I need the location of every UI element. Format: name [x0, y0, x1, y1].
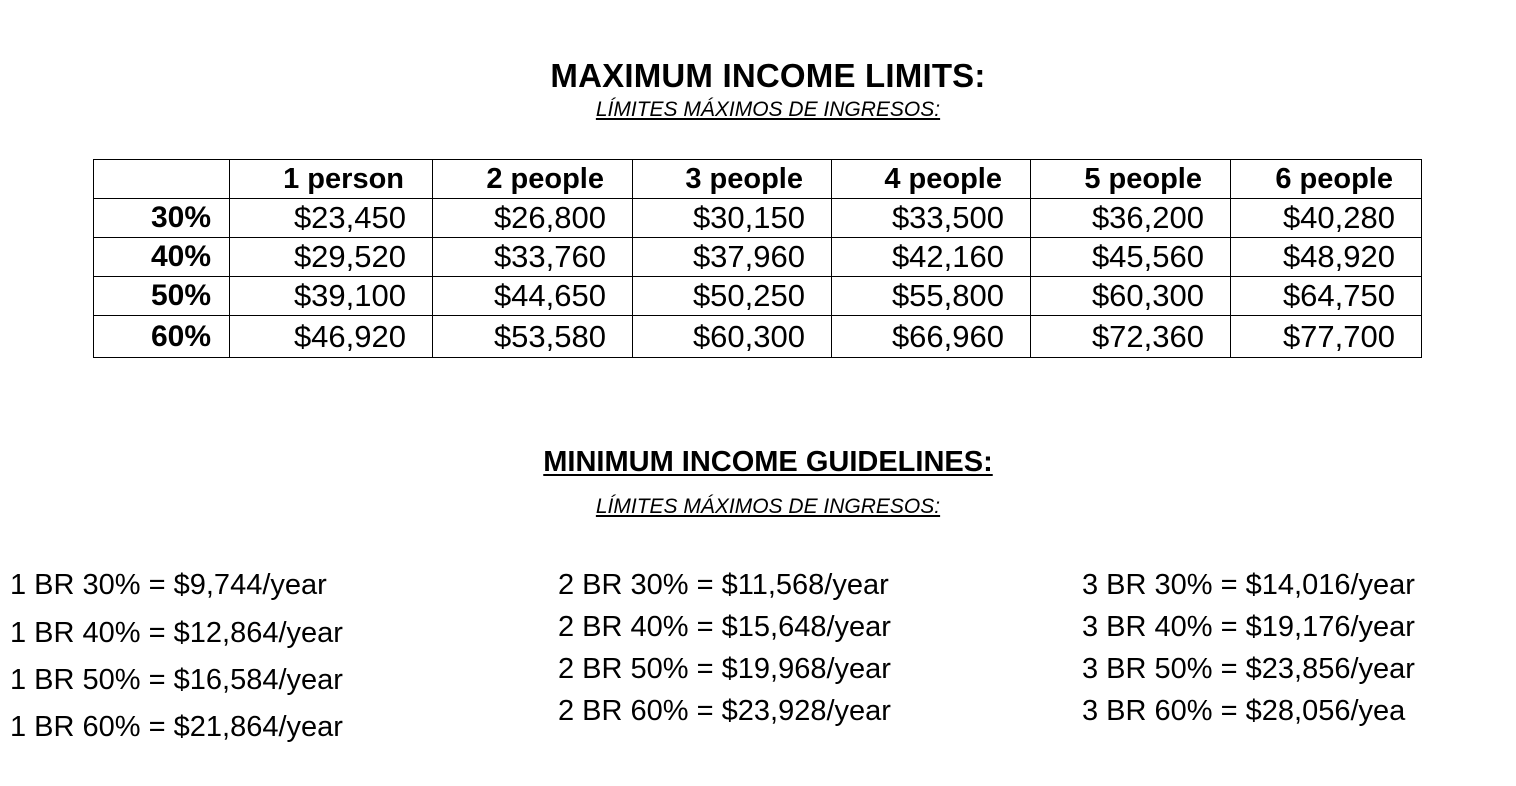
table-cell: $33,760 — [433, 238, 633, 277]
table-cell: $26,800 — [433, 199, 633, 238]
table-cell: $77,700 — [1231, 316, 1422, 358]
table-header-cell: 6 people — [1231, 160, 1422, 199]
guideline-1br-40: 1 BR 40% = $12,864/year — [10, 617, 343, 649]
guideline-3br-60: 3 BR 60% = $28,056/yea — [1082, 695, 1406, 727]
table-header-cell: 1 person — [230, 160, 433, 199]
guideline-2br-40: 2 BR 40% = $15,648/year — [558, 611, 891, 643]
max-income-title: MAXIMUM INCOME LIMITS: — [550, 57, 986, 94]
table-cell: $66,960 — [832, 316, 1031, 358]
table-cell: $42,160 — [832, 238, 1031, 277]
row-label: 40% — [94, 238, 230, 277]
guideline-3br-50: 3 BR 50% = $23,856/year — [1082, 653, 1415, 685]
table-cell: $39,100 — [230, 277, 433, 316]
table-row — [94, 277, 1422, 316]
table-cell: $37,960 — [633, 238, 832, 277]
table-row — [94, 316, 1422, 358]
guideline-1br-30: 1 BR 30% = $9,744/year — [10, 569, 327, 601]
income-limits-table — [93, 159, 1422, 358]
table-header-cell: 2 people — [433, 160, 633, 199]
table-cell: $45,560 — [1031, 238, 1231, 277]
table-cell: $36,200 — [1031, 199, 1231, 238]
table-header-cell: 4 people — [832, 160, 1031, 199]
table-cell: $30,150 — [633, 199, 832, 238]
row-label: 50% — [94, 277, 230, 316]
row-label: 60% — [94, 316, 230, 358]
row-label: 30% — [94, 199, 230, 238]
min-income-title: MINIMUM INCOME GUIDELINES: — [543, 446, 993, 478]
table-row — [94, 238, 1422, 277]
table-cell: $50,250 — [633, 277, 832, 316]
table-cell: $64,750 — [1231, 277, 1422, 316]
table-header-cell — [94, 160, 230, 199]
table-cell: $33,500 — [832, 199, 1031, 238]
guideline-3br-30: 3 BR 30% = $14,016/year — [1082, 569, 1415, 601]
table-cell: $60,300 — [1031, 277, 1231, 316]
table-cell: $44,650 — [433, 277, 633, 316]
guideline-1br-60: 1 BR 60% = $21,864/year — [10, 711, 343, 743]
table-cell: $53,580 — [433, 316, 633, 358]
guideline-3br-40: 3 BR 40% = $19,176/year — [1082, 611, 1415, 643]
table-cell: $60,300 — [633, 316, 832, 358]
table-row — [94, 199, 1422, 238]
guideline-2br-60: 2 BR 60% = $23,928/year — [558, 695, 891, 727]
guideline-1br-50: 1 BR 50% = $16,584/year — [10, 664, 343, 696]
guideline-2br-50: 2 BR 50% = $19,968/year — [558, 653, 891, 685]
table-header-cell: 5 people — [1031, 160, 1231, 199]
table-cell: $23,450 — [230, 199, 433, 238]
min-income-subtitle: LÍMITES MÁXIMOS DE INGRESOS: — [595, 495, 941, 518]
table-cell: $40,280 — [1231, 199, 1422, 238]
table-cell: $46,920 — [230, 316, 433, 358]
table-cell: $48,920 — [1231, 238, 1422, 277]
table-cell: $29,520 — [230, 238, 433, 277]
table-cell: $55,800 — [832, 277, 1031, 316]
table-cell: $72,360 — [1031, 316, 1231, 358]
max-income-subtitle: LÍMITES MÁXIMOS DE INGRESOS: — [595, 98, 941, 121]
guideline-2br-30: 2 BR 30% = $11,568/year — [558, 569, 889, 601]
table-header-row — [94, 160, 1422, 199]
table-header-cell: 3 people — [633, 160, 832, 199]
